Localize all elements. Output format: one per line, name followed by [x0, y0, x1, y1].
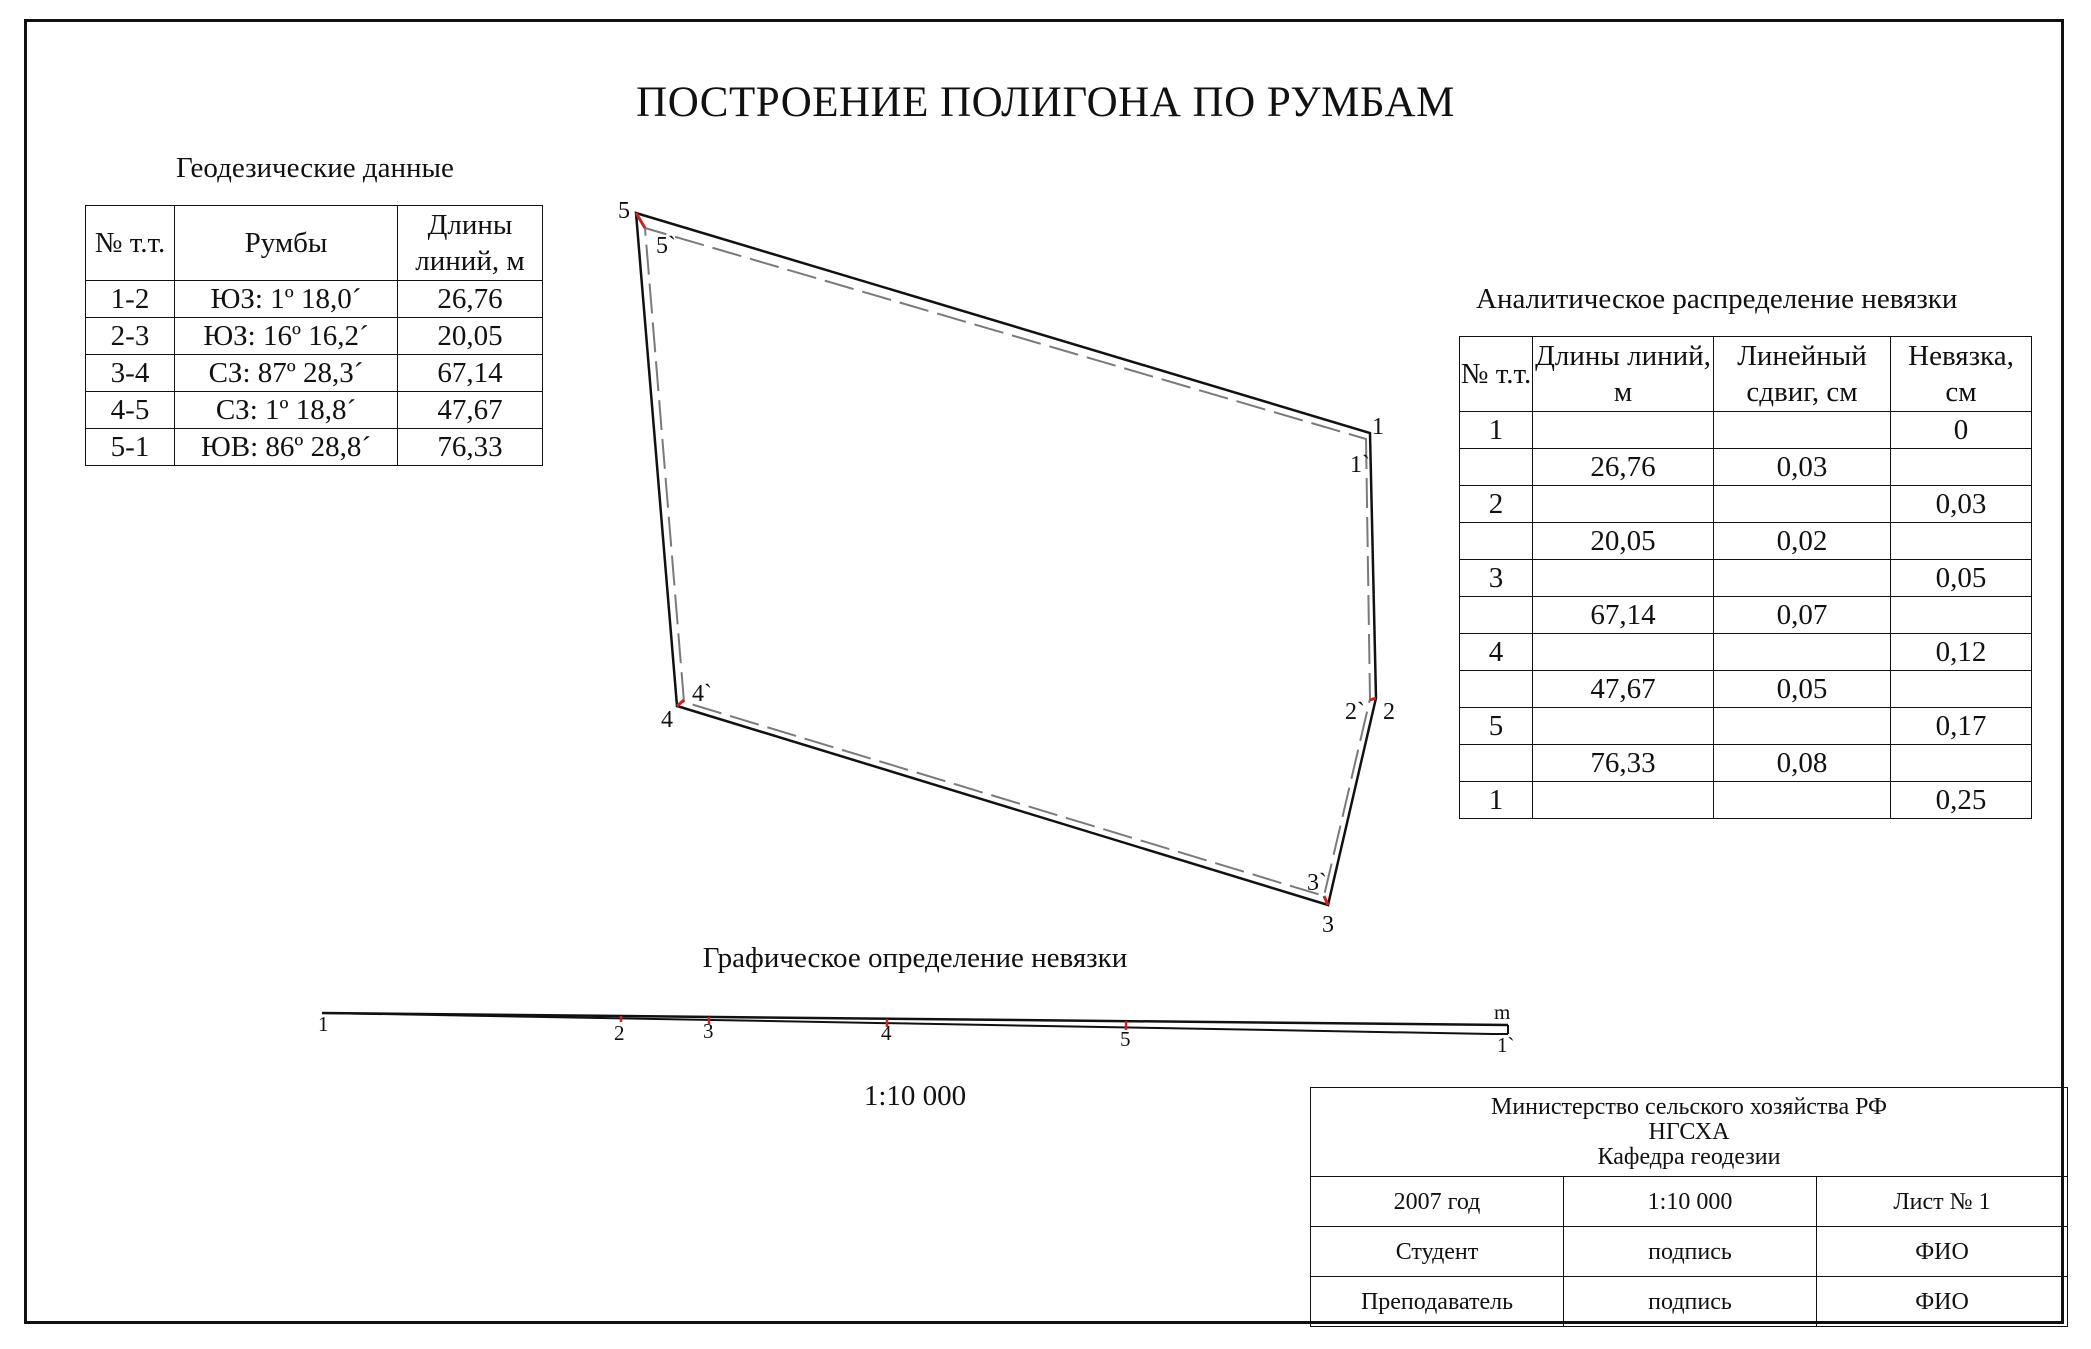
misclosure-label: m	[1494, 1000, 1511, 1024]
stamp-teacher-sign: подпись	[1564, 1277, 1817, 1327]
stamp-year: 2007 год	[1311, 1177, 1564, 1227]
cell-misclosure: 0	[1891, 412, 2032, 449]
stamp-row	[1311, 1277, 2068, 1327]
graphic-point-1: 1	[318, 1012, 329, 1036]
cell-point: 4-5	[86, 392, 175, 429]
shift-marker	[677, 700, 684, 706]
stamp-department: Кафедра геодезии	[1597, 1143, 1781, 1170]
cell-misclosure: 0,25	[1891, 782, 2032, 819]
stamp-ministry: Министерство сельского хозяйства РФ	[1491, 1093, 1887, 1120]
stamp-student-label: Студент	[1311, 1227, 1564, 1277]
vertex-label-1: 1	[1372, 414, 1384, 440]
cell-bearing: СЗ: 1º 18,8´	[175, 392, 398, 429]
drawing-scale: 1:10 000	[863, 1080, 967, 1112]
header-misclosure: Невязка, см	[1891, 337, 2032, 412]
stamp-scale: 1:10 000	[1564, 1177, 1817, 1227]
header-point: № т.т.	[86, 206, 175, 281]
cell-bearing: ЮВ: 86º 28,8´	[175, 429, 398, 466]
header-length: Длины линий, м	[1533, 337, 1714, 412]
cell-length: 47,67	[1533, 671, 1714, 708]
cell-length: 47,67	[398, 392, 543, 429]
vertex-label-2: 2	[1383, 699, 1395, 725]
cell-point: 1	[1460, 782, 1533, 819]
cell-shift: 0,03	[1714, 449, 1891, 486]
cell-shift: 0,08	[1714, 745, 1891, 782]
cell-point: 2-3	[86, 318, 175, 355]
corrected-label-5: 5`	[656, 233, 676, 259]
cell-misclosure: 0,03	[1891, 486, 2032, 523]
cell-point: 5-1	[86, 429, 175, 466]
stamp-teacher-name: ФИО	[1817, 1277, 2068, 1327]
stamp-teacher-label: Преподаватель	[1311, 1277, 1564, 1327]
corrected-label-3: 3`	[1307, 870, 1327, 896]
cell-misclosure: 0,17	[1891, 708, 2032, 745]
cell-length: 67,14	[1533, 597, 1714, 634]
stamp-row	[1311, 1177, 2068, 1227]
cell-length: 76,33	[1533, 745, 1714, 782]
cell-bearing: ЮЗ: 1º 18,0´	[175, 281, 398, 318]
header-shift: Линейный сдвиг, см	[1714, 337, 1891, 412]
page-title: ПОСТРОЕНИЕ ПОЛИГОНА ПО РУМБАМ	[636, 79, 1455, 126]
stamp-student-sign: подпись	[1564, 1227, 1817, 1277]
cell-bearing: ЮЗ: 16º 16,2´	[175, 318, 398, 355]
cell-length: 26,76	[398, 281, 543, 318]
shift-marker	[1370, 698, 1376, 700]
cell-point: 2	[1460, 486, 1533, 523]
stamp-student-name: ФИО	[1817, 1227, 2068, 1277]
cell-length: 67,14	[398, 355, 543, 392]
cell-point: 4	[1460, 634, 1533, 671]
graphic-caption: Графическое определение невязки	[702, 942, 1128, 974]
header-point: № т.т.	[1460, 337, 1533, 412]
stamp-sheet: Лист № 1	[1817, 1177, 2068, 1227]
graphic-point-1-closing: 1`	[1497, 1033, 1515, 1057]
vertex-label-4: 4	[661, 707, 673, 733]
vertex-label-5: 5	[618, 198, 630, 224]
graphic-point-4: 4	[881, 1021, 892, 1045]
graphic-point-2: 2	[614, 1021, 625, 1045]
stamp-institution: НГСХА	[1648, 1118, 1730, 1145]
cell-length: 76,33	[398, 429, 543, 466]
cell-misclosure: 0,05	[1891, 560, 2032, 597]
header-length: Длины линий, м	[398, 206, 543, 281]
graphic-point-3: 3	[703, 1019, 714, 1043]
cell-point: 5	[1460, 708, 1533, 745]
title-block	[1310, 1087, 2068, 1327]
traverse-polygon	[636, 213, 1376, 905]
cell-length: 26,76	[1533, 449, 1714, 486]
cell-bearing: СЗ: 87º 28,3´	[175, 355, 398, 392]
vertex-label-3: 3	[1322, 912, 1334, 938]
cell-shift: 0,02	[1714, 523, 1891, 560]
stamp-header-row	[1311, 1088, 2068, 1177]
geodetic-caption: Геодезические данные	[176, 152, 454, 184]
cell-point: 3	[1460, 560, 1533, 597]
corrected-label-4: 4`	[692, 681, 712, 707]
corrected-label-2: 2`	[1345, 699, 1365, 725]
cell-length: 20,05	[398, 318, 543, 355]
analytic-caption: Аналитическое распределение невязки	[1476, 283, 1958, 315]
cell-point: 3-4	[86, 355, 175, 392]
stamp-header	[1311, 1088, 2068, 1177]
cell-point: 1	[1460, 412, 1533, 449]
corrected-label-1: 1`	[1350, 452, 1370, 478]
header-bearing: Румбы	[175, 206, 398, 281]
cell-shift: 0,05	[1714, 671, 1891, 708]
graphic-point-5: 5	[1120, 1027, 1131, 1051]
stamp-row	[1311, 1227, 2068, 1277]
corrected-polygon	[645, 228, 1370, 896]
cell-point: 1-2	[86, 281, 175, 318]
cell-misclosure: 0,12	[1891, 634, 2032, 671]
cell-shift: 0,07	[1714, 597, 1891, 634]
shift-markers	[636, 213, 1376, 905]
cell-length: 20,05	[1533, 523, 1714, 560]
